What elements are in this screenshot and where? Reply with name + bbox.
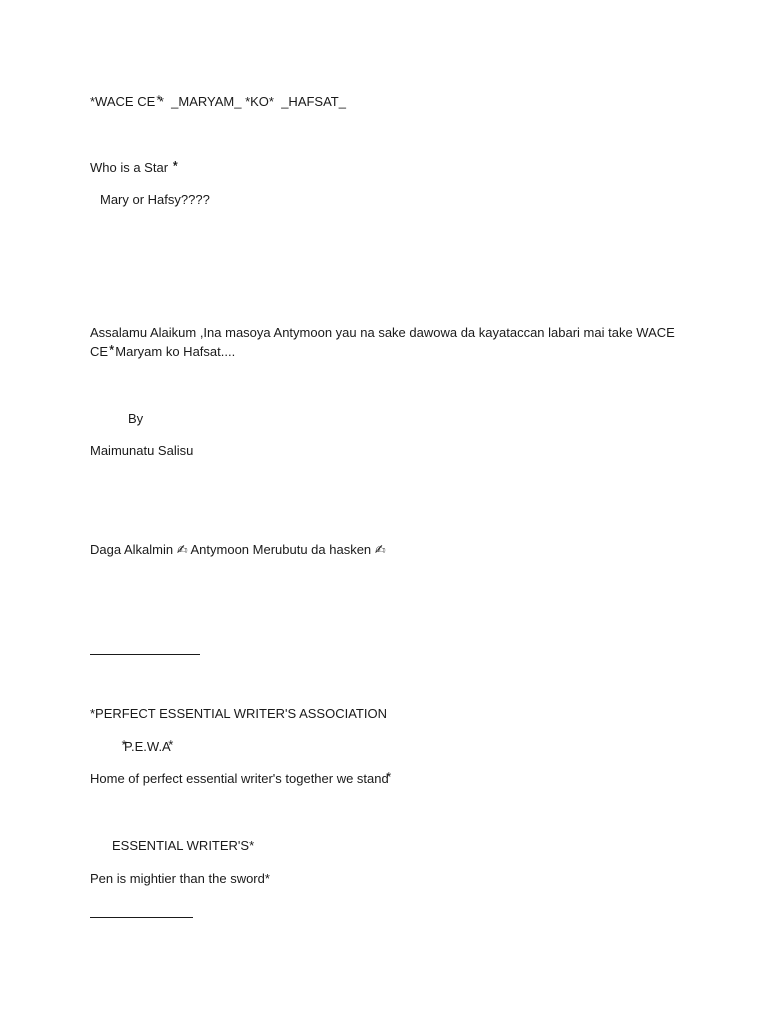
association-acronym: ⃰P.E.W.A⃰ [124, 739, 171, 754]
divider-rule-bottom [90, 917, 193, 918]
mary-or-hafsy-line: Mary or Hafsy???? [100, 192, 210, 207]
story-title-line: *WACE CE ⃰* _MARYAM_ *KO* _HAFSAT_ [90, 94, 346, 109]
divider-rule-top [90, 654, 200, 655]
by-label: By [128, 411, 144, 426]
dedication-line: Daga Alkalmin ✍ Antymoon Merubutu da hasken ✍ [90, 542, 386, 557]
association-tagline: Home of perfect essential writer's together we stand⃰ [90, 771, 389, 786]
intro-paragraph: Assalamu Alaikum ,Ina masoya Antymoon yau na sake dawowa da kayataccan labari mai take WACE CE ⃰⃰⃰ Maryam ko Hafsat.... [90, 325, 675, 359]
author-name: Maimunatu Salisu [90, 443, 194, 458]
who-is-star-line: Who is a Star ⃰⃰⃰⃰ [90, 160, 176, 175]
essential-writers-line: ESSENTIAL WRITER'S* [112, 838, 255, 853]
motto-line: Pen is mightier than the sword* [90, 871, 270, 886]
association-name: *PERFECT ESSENTIAL WRITER'S ASSOCIATION [90, 706, 387, 721]
